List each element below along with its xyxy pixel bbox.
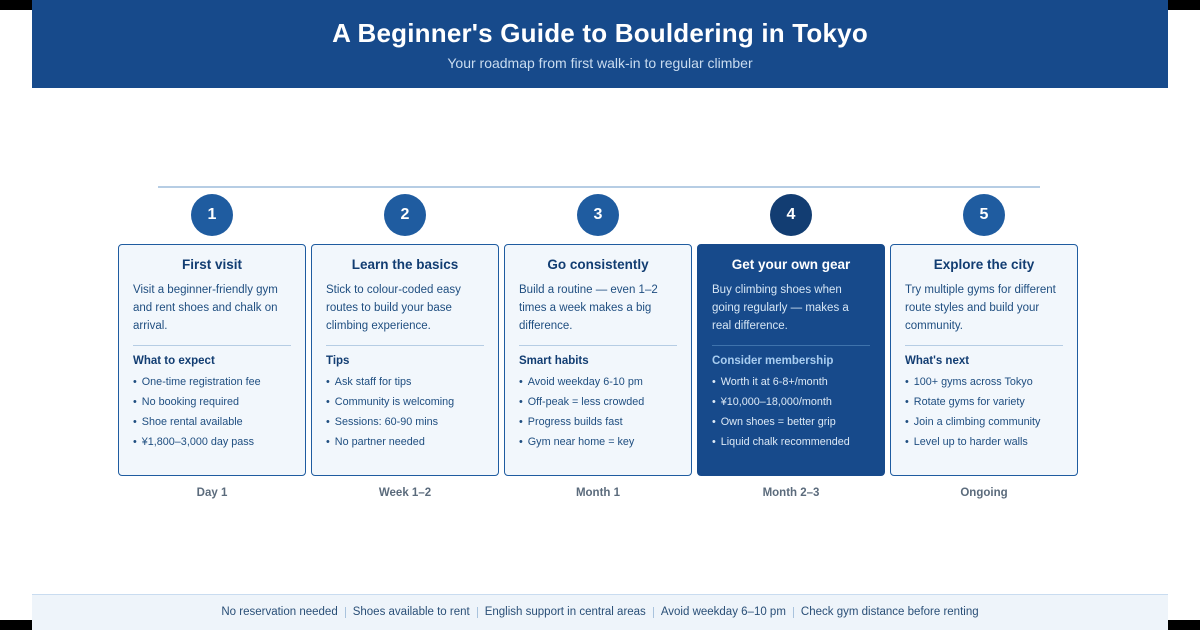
list-item: • Sessions: 60-90 mins — [326, 413, 484, 433]
step-description: Try multiple gyms for different route styles and build your community. — [905, 282, 1063, 346]
step-bullet-list — [905, 373, 1063, 453]
corner-mark-top-left — [0, 0, 32, 10]
step-title: Go consistently — [547, 257, 649, 272]
timeline-step — [697, 194, 885, 499]
timeline-step — [118, 194, 306, 499]
list-item: • Worth it at 6-8+/month — [712, 373, 870, 393]
footer-note: English support in central areas — [478, 607, 654, 619]
step-bullet-list — [133, 373, 291, 453]
step-bullet-list — [519, 373, 677, 453]
list-item: • Join a climbing community — [905, 413, 1063, 433]
step-list-heading: Tips — [326, 355, 350, 368]
list-item: • ¥1,800–3,000 day pass — [133, 433, 291, 453]
step-card — [697, 244, 885, 476]
step-number-badge: 4 — [770, 194, 812, 236]
step-list-heading: Consider membership — [712, 355, 834, 368]
step-card — [504, 244, 692, 476]
step-bullet-list — [712, 373, 870, 453]
step-bullet-list — [326, 373, 484, 453]
step-number-badge: 3 — [577, 194, 619, 236]
header-banner — [32, 0, 1168, 88]
step-title: Explore the city — [933, 257, 1035, 272]
timeline-step — [311, 194, 499, 499]
step-title: Get your own gear — [731, 257, 851, 272]
step-card — [311, 244, 499, 476]
list-item: • Liquid chalk recommended — [712, 433, 870, 453]
footer-note: Check gym distance before renting — [800, 605, 979, 618]
list-item: • No booking required — [133, 393, 291, 413]
step-description: Stick to colour-coded easy routes to build your base climbing experience. — [326, 282, 484, 346]
corner-mark-top-right — [1168, 0, 1200, 10]
timeline-connector — [158, 186, 1040, 188]
step-description: Build a routine — even 1–2 times a week makes a big difference. — [519, 282, 677, 346]
footer-note: Avoid weekday 6–10 pm — [654, 607, 794, 619]
list-item: • One-time registration fee — [133, 373, 291, 393]
timeline-step — [890, 194, 1078, 499]
list-item: • Gym near home = key — [519, 433, 677, 453]
step-title: Learn the basics — [351, 257, 459, 272]
list-item: • Community is welcoming — [326, 393, 484, 413]
step-card — [118, 244, 306, 476]
step-timeframe: Day 1 — [196, 487, 228, 499]
step-title: First visit — [181, 257, 243, 272]
step-timeframe: Month 2–3 — [762, 487, 820, 499]
footer-note: No reservation needed — [214, 607, 345, 619]
list-item: • Ask staff for tips — [326, 373, 484, 393]
step-timeframe: Week 1–2 — [378, 487, 432, 499]
list-item: • Avoid weekday 6-10 pm — [519, 373, 677, 393]
page-title: A Beginner's Guide to Bouldering in Tokyo — [332, 17, 868, 48]
step-card — [890, 244, 1078, 476]
step-list-heading: Smart habits — [519, 355, 589, 368]
list-item: • Rotate gyms for variety — [905, 393, 1063, 413]
step-description: Visit a beginner-friendly gym and rent shoes and chalk on arrival. — [133, 282, 291, 346]
step-timeframe: Month 1 — [575, 487, 621, 499]
list-item: • Own shoes = better grip — [712, 413, 870, 433]
footer-bar — [32, 594, 1168, 630]
list-item: • Progress builds fast — [519, 413, 677, 433]
steps-container — [118, 194, 1080, 499]
step-number-badge: 5 — [963, 194, 1005, 236]
list-item: • Shoe rental available — [133, 413, 291, 433]
corner-mark-bottom-left — [0, 620, 32, 630]
timeline-step — [504, 194, 692, 499]
corner-mark-bottom-right — [1168, 620, 1200, 630]
list-item: • ¥10,000–18,000/month — [712, 393, 870, 413]
step-description: Buy climbing shoes when going regularly — makes a real difference. — [712, 282, 870, 346]
list-item: • 100+ gyms across Tokyo — [905, 373, 1063, 393]
step-timeframe: Ongoing — [960, 487, 1008, 499]
page-subtitle: Your roadmap from first walk-in to regular climber — [447, 54, 753, 71]
step-number-badge: 1 — [191, 194, 233, 236]
step-list-heading: What's next — [905, 355, 970, 368]
list-item: • Level up to harder walls — [905, 433, 1063, 453]
step-number-badge: 2 — [384, 194, 426, 236]
footer-note: Shoes available to rent — [346, 607, 478, 619]
list-item: • No partner needed — [326, 433, 484, 453]
list-item: • Off-peak = less crowded — [519, 393, 677, 413]
step-list-heading: What to expect — [133, 355, 215, 368]
